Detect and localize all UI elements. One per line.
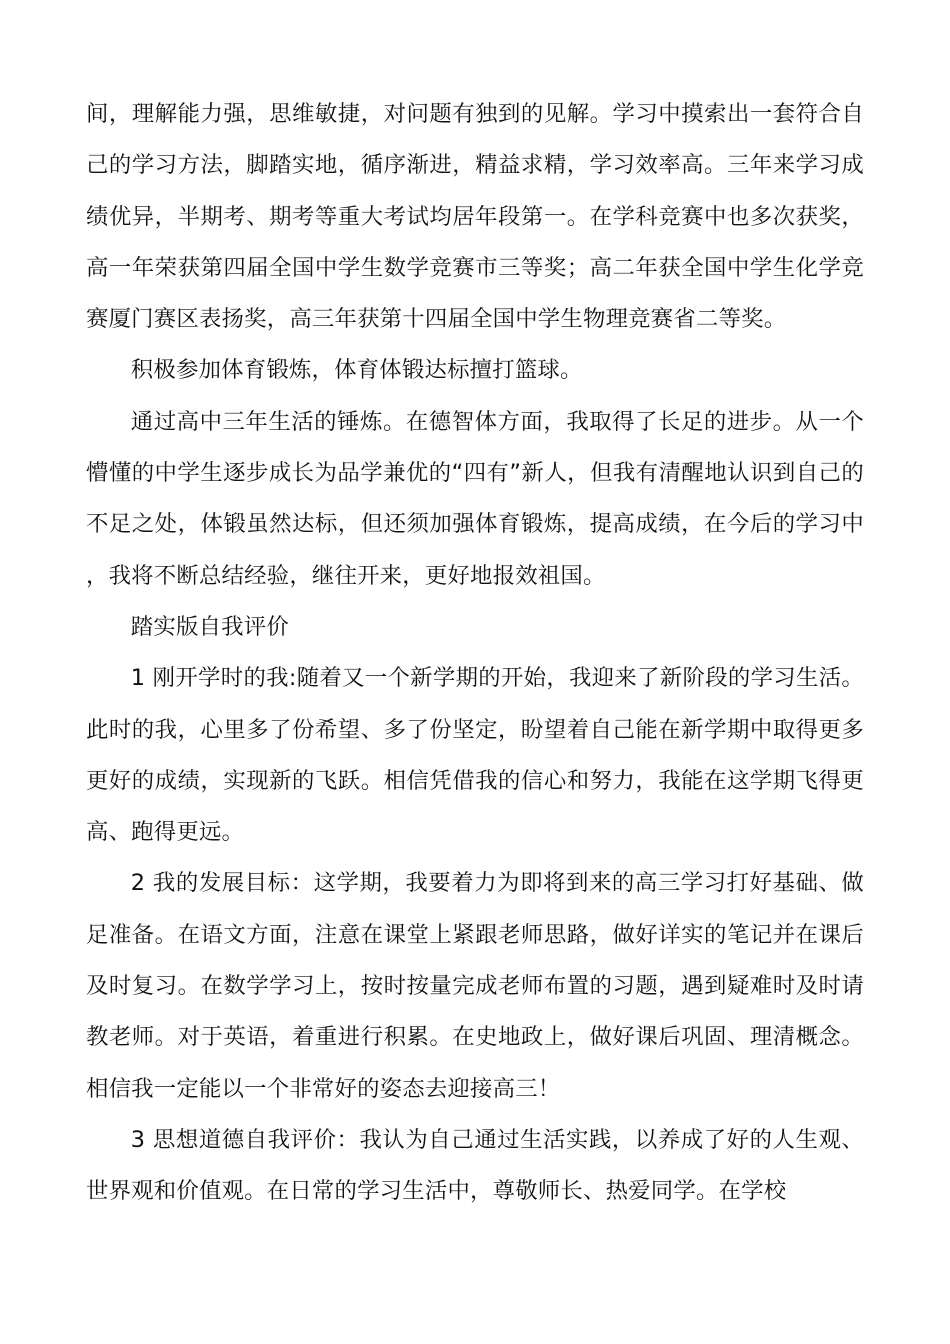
paragraph-sports: 积极参加体育锻炼，体育体锻达标擅打篮球。 (130, 357, 583, 384)
paragraph-three-year-summary: 通过高中三年生活的锤炼。在德智体方面，我取得了长足的进步。从一个懵懂的中学生逐步成长为品学兼优的“四有”新人，但我有清醒地认识到自己的不足之处，体锻虽然达标，但还须加强体育锻炼，提高成绩，在今后的学习中，我将不断总结经验，继往开来，更好地报效祖国。 (86, 408, 864, 589)
paragraph-item-1-start-of-term: 1 刚开学时的我:随着又一个新学期的开始，我迎来了新阶段的学习生活。此时的我，心里多了份希望、多了份坚定，盼望着自己能在新学期中取得更多更好的成绩，实现新的飞跃。相信凭借我的信心和努力，我能在这学期飞得更高、跑得更远。 (86, 665, 864, 846)
paragraph-item-2-development-goals: 2 我的发展目标：这学期，我要着力为即将到来的高三学习打好基础、做足准备。在语文方面，注意在课堂上紧跟老师思路，做好详实的笔记并在课后及时复习。在数学学习上，按时按量完成老师布置的习题，遇到疑难时及时请教老师。对于英语，着重进行积累。在史地政上，做好课后巩固、理清概念。相信我一定能以一个非常好的姿态去迎接高三！ (86, 870, 864, 1102)
paragraph-item-3-moral-self-evaluation: 3 思想道德自我评价：我认为自己通过生活实践，以养成了好的人生观、世界观和价值观。在日常的学习生活中，尊敬师长、热爱同学。在学校 (86, 1126, 864, 1205)
paragraph-academic-achievements: 间，理解能力强，思维敏捷，对问题有独到的见解。学习中摸索出一套符合自己的学习方法，脚踏实地，循序渐进，精益求精，学习效率高。三年来学习成绩优异，半期考、期考等重大考试均居年段第一。在学科竞赛中也多次获奖，高一年荣获第四届全国中学生数学竞赛市三等奖；高二年获全国中学生化学竞赛厦门赛区表扬奖，高三年获第十四届全国中学生物理竞赛省二等奖。 (86, 101, 864, 333)
section-heading-practical-self-evaluation: 踏实版自我评价 (130, 613, 289, 640)
